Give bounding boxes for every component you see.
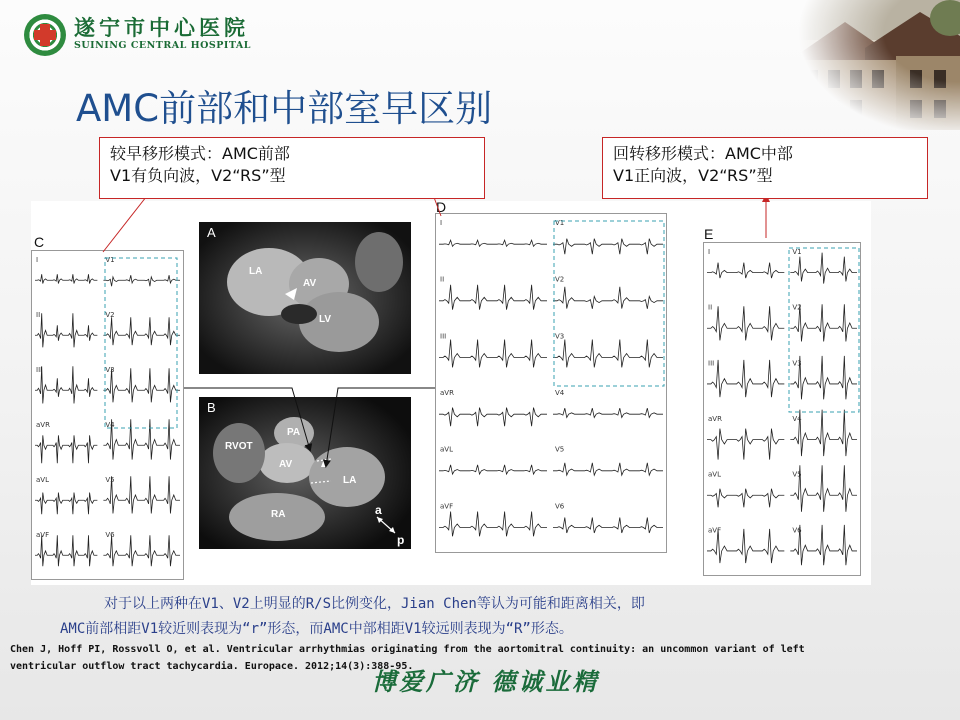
body-paragraph <box>60 592 920 642</box>
lead-label: aVF <box>36 531 50 539</box>
lead-label: aVR <box>708 415 722 423</box>
lead-label: aVL <box>440 445 453 454</box>
orientation-label: a <box>375 503 382 517</box>
lead-label: II <box>440 275 445 284</box>
lead-label: II <box>708 303 713 312</box>
lead-label: V1 <box>792 248 802 256</box>
lead-label: V2 <box>105 311 115 319</box>
callout-line: 较早移形模式：AMC前部 <box>110 144 290 163</box>
lead-label: I <box>440 219 443 227</box>
mri-label: PA <box>287 427 301 438</box>
body-line: 对于以上两种在V1、V2上明显的R/S比例变化，Jian Chen等认为可能和距离相关，即 <box>104 596 645 612</box>
lead-label: V6 <box>105 531 115 539</box>
lead-label: V5 <box>792 470 802 479</box>
lead-label: V5 <box>105 476 115 484</box>
panel-a-letter: A <box>207 225 216 240</box>
callout-line: V1有负向波，V2“RS”型 <box>110 166 286 185</box>
lead-label: I <box>36 256 39 264</box>
callout-middle-amc <box>602 137 928 199</box>
mri-label: LA <box>343 475 357 486</box>
red-arrow <box>103 192 150 252</box>
lead-label: V5 <box>555 445 565 454</box>
lead-label: III <box>440 332 447 341</box>
lead-label: V1 <box>105 256 115 264</box>
body-line: AMC前部相距V1较近则表现为“r”形态，而AMC中部相距V1较远则表现为“R”形态。 <box>60 621 573 637</box>
hospital-motto: 博爱广济 德诚业精 <box>372 667 600 696</box>
lead-label: aVF <box>708 526 722 535</box>
panel-e-letter: E <box>704 226 714 242</box>
lead-label: V6 <box>555 502 565 511</box>
lead-label: III <box>36 366 43 374</box>
orientation-label: p <box>397 533 405 547</box>
lead-label: I <box>708 248 711 256</box>
reference-line: Chen J, Hoff PI, Rossvoll O, et al. Ventricular arrhythmias originating from the aortomitral continuity: an uncommon variant of left <box>10 644 805 655</box>
lead-label: V4 <box>555 389 565 397</box>
lead-label: V4 <box>105 421 115 429</box>
lead-label: V3 <box>555 332 565 341</box>
lead-label: II <box>36 311 41 319</box>
lead-label: aVL <box>36 476 49 484</box>
lead-label: aVL <box>708 470 721 479</box>
lead-label: V2 <box>792 303 802 312</box>
lead-label: III <box>708 359 715 368</box>
panel-b-letter: B <box>207 400 216 415</box>
mri-label: RVOT <box>225 441 253 452</box>
mri-label: RA <box>271 509 286 520</box>
hospital-name-cn: 遂宁市中心医院 <box>74 15 249 40</box>
mri-label: AV <box>303 278 317 289</box>
panel-d-letter: D <box>436 199 447 215</box>
lead-label: V4 <box>792 415 802 423</box>
lead-label: aVF <box>440 502 454 511</box>
lead-label: V3 <box>105 366 115 374</box>
lead-label: V2 <box>555 275 565 284</box>
hospital-name-en: SUINING CENTRAL HOSPITAL <box>74 40 251 51</box>
page-title: AMC前部和中部室早区别 <box>76 87 493 130</box>
mri-label: LA <box>249 266 263 277</box>
lead-label: aVR <box>36 421 50 429</box>
callout-line: 回转移形模式：AMC中部 <box>613 144 793 163</box>
mri-label: AV <box>279 459 293 470</box>
lead-label: V3 <box>792 359 802 368</box>
callout-anterior-amc <box>99 137 485 199</box>
lead-label: V6 <box>792 526 802 535</box>
lead-label: V1 <box>555 219 565 227</box>
reference-line: ventricular outflow tract tachycardia. Europace. 2012;14(3):388-95. <box>10 661 414 672</box>
callout-line: V1正向波，V2“RS”型 <box>613 166 773 185</box>
mri-label: LV <box>319 314 332 325</box>
panel-c-letter: C <box>34 234 45 250</box>
lead-label: aVR <box>440 389 454 397</box>
